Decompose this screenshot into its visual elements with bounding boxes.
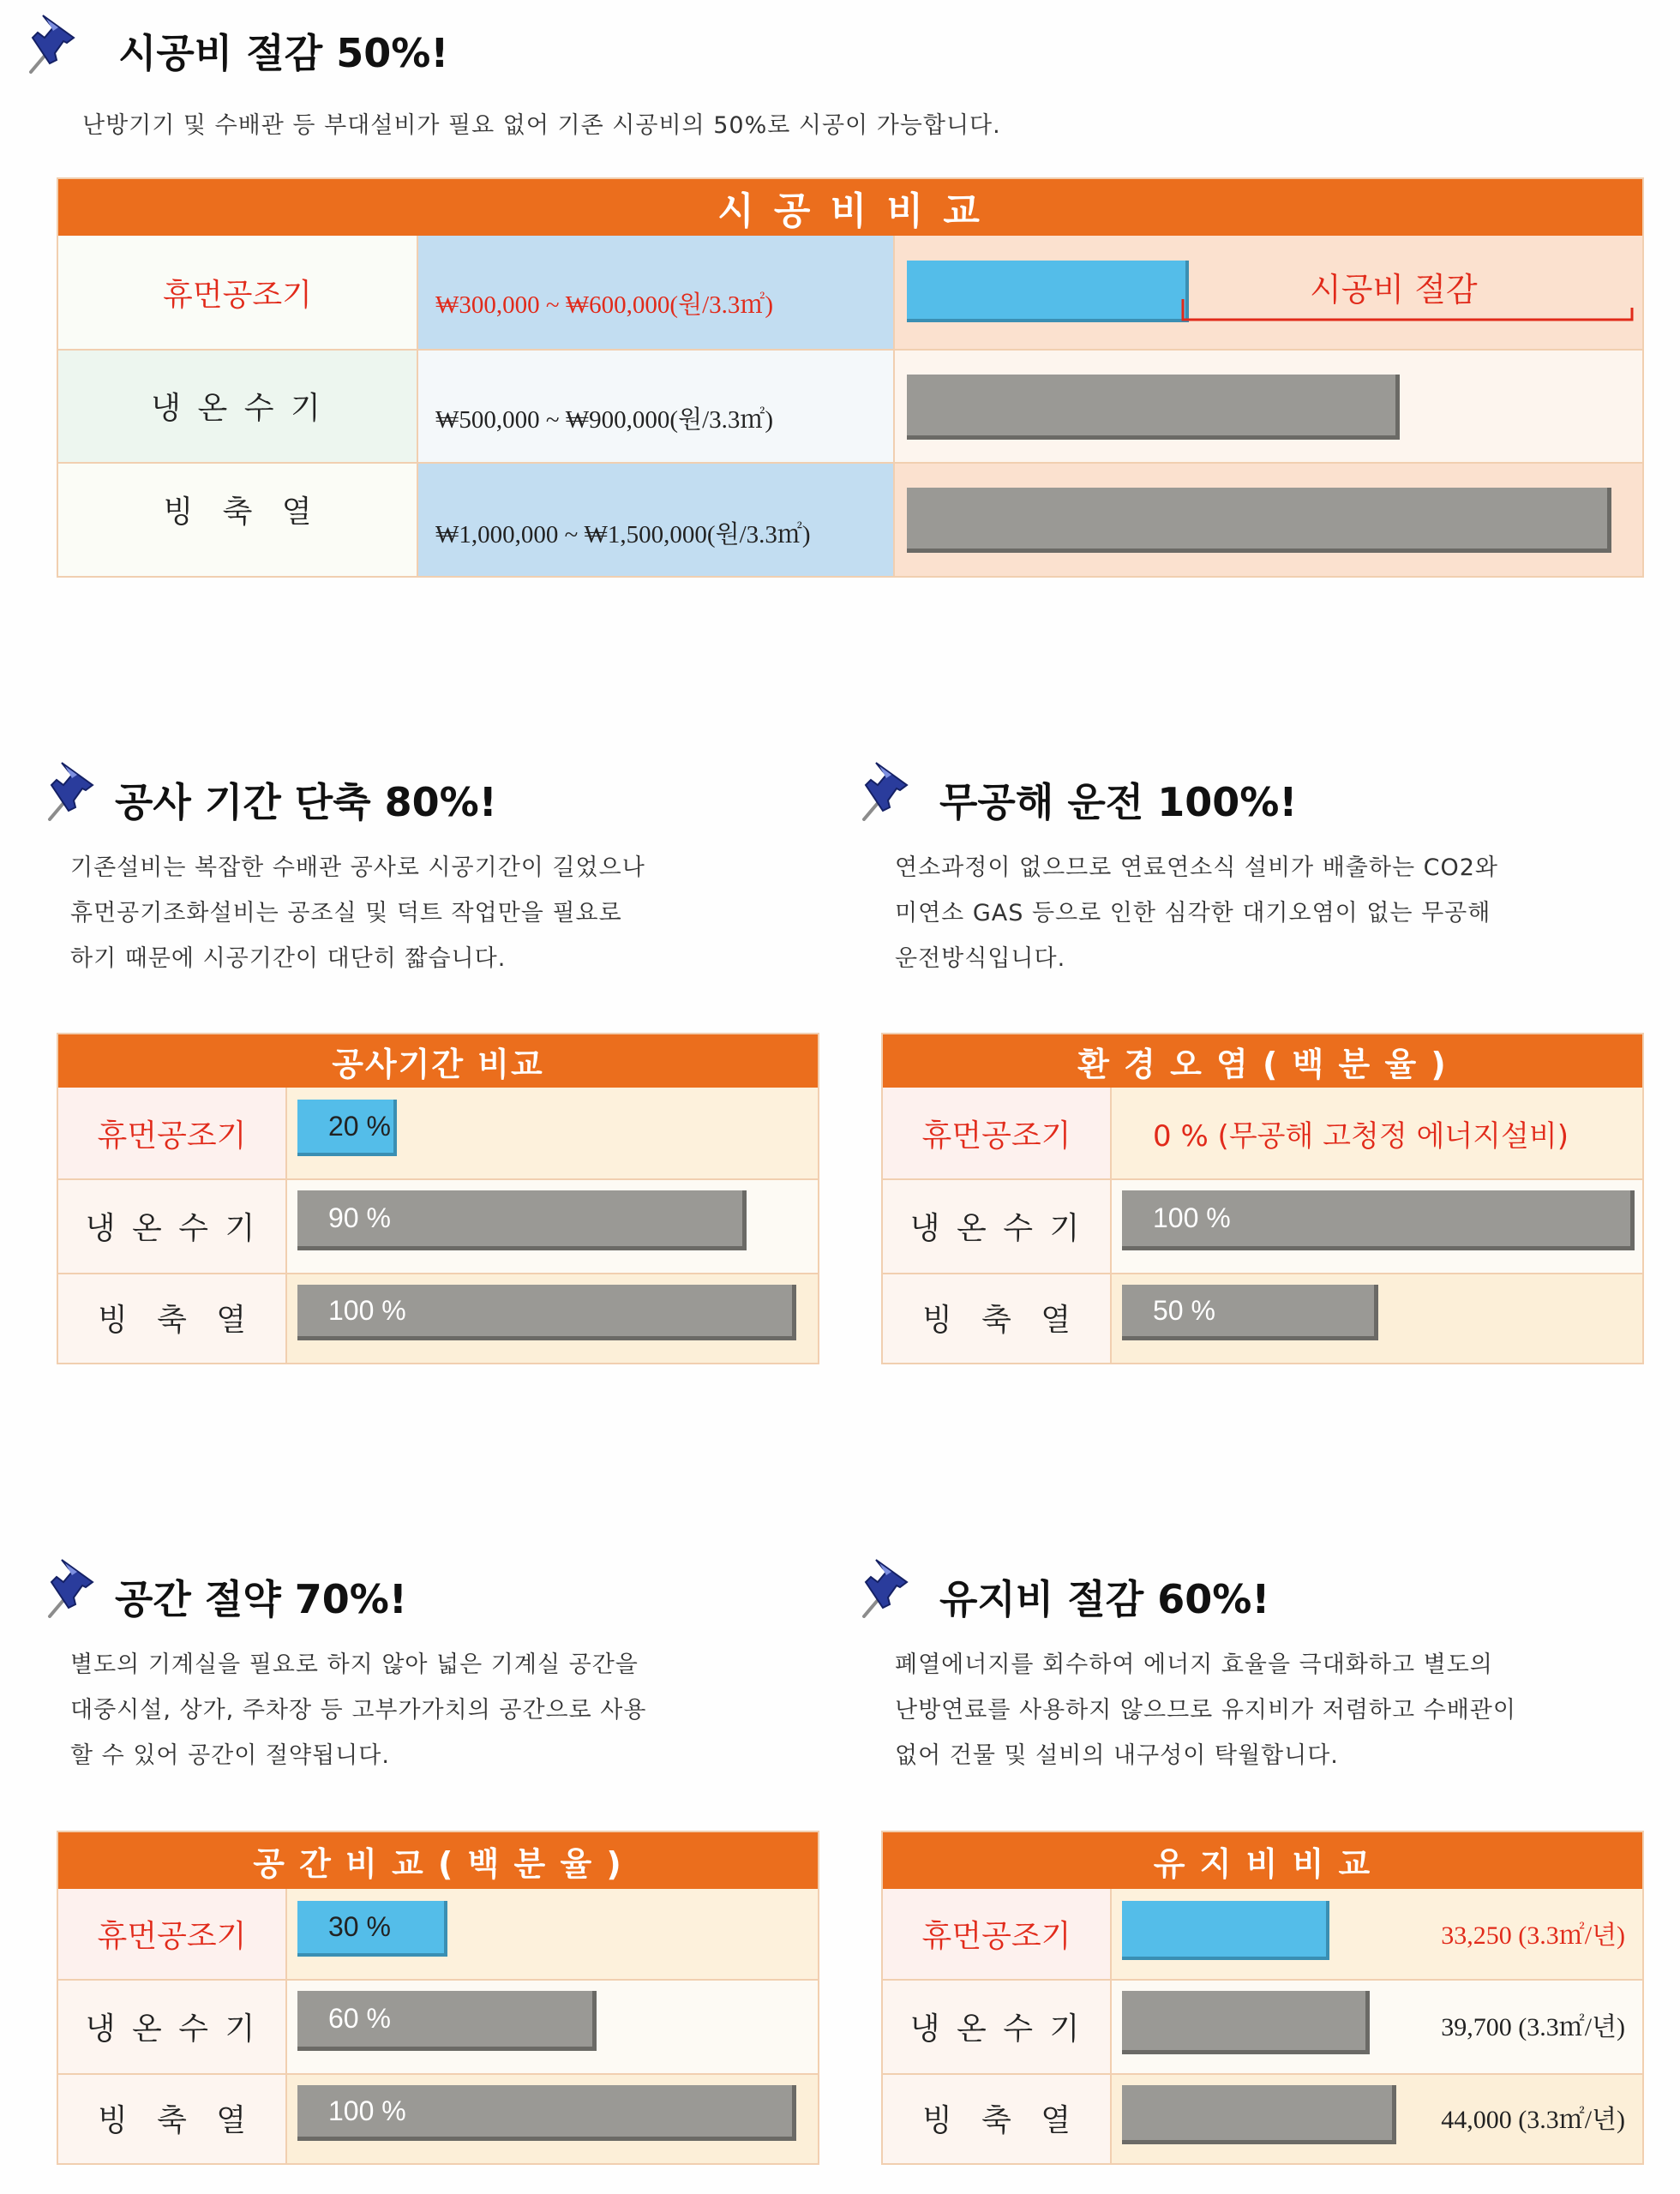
savings-label: 시공비 절감 — [1310, 271, 1478, 309]
row-name-human: 휴먼공조기 — [921, 1919, 1071, 1954]
table-title: 환 경 오 염 ( 백 분 율 ) — [883, 1034, 1642, 1088]
section-desc-pollution: 연소과정이 없으므로 연료연소식 설비가 배출하는 CO2와 미연소 GAS 등으로 인한 심각한 대기오염이 없는 무공해 운전방식입니다. — [895, 854, 1498, 972]
section-desc-cost: 난방기기 및 수배관 등 부대설비가 필요 없어 기존 시공비의 50%로 시공이 가능합니다. — [82, 112, 1001, 139]
bar-value-label: 100 % — [328, 2095, 406, 2126]
row-name-water: 냉 온 수 기 — [85, 1210, 259, 1246]
pushpin-icon — [24, 12, 81, 74]
maint-bar-water — [1122, 1991, 1370, 2054]
row-price-human: ₩300,000 ~ ₩600,000(원/3.3㎡) — [435, 291, 774, 319]
section-title-cost: 시공비 절감 50%! — [118, 30, 449, 76]
table-title: 공사기간 비교 — [58, 1034, 818, 1088]
row-name-ice: 빙 축 열 — [163, 494, 312, 530]
period-bar-water — [297, 1190, 747, 1250]
row-name-ice: 빙 축 열 — [98, 2103, 246, 2138]
table-title: 시 공 비 비 교 — [58, 179, 1642, 236]
space-comparison-table — [57, 1831, 819, 2165]
pollution-comparison-table — [881, 1033, 1644, 1364]
pushpin-icon — [857, 759, 914, 821]
bar-value-label: 100 % — [1153, 1202, 1231, 1233]
maint-bar-ice — [1122, 2085, 1396, 2144]
space-bar-water — [297, 1991, 597, 2051]
row-name-ice: 빙 축 열 — [922, 2103, 1071, 2138]
section-desc-maintenance: 폐열에너지를 회수하여 에너지 효율을 극대화하고 별도의 난방연료를 사용하지 않으므로 유지비가 저렴하고 수배관이 없어 건물 및 설비의 내구성이 탁월합니다. — [895, 1651, 1516, 1769]
space-bar-human — [297, 1901, 447, 1957]
maintenance-comparison-table — [881, 1831, 1644, 2165]
row-name-ice: 빙 축 열 — [922, 1303, 1071, 1338]
period-bar-human — [297, 1100, 397, 1156]
section-title-maintenance: 유지비 절감 60%! — [939, 1576, 1270, 1622]
space-bar-ice — [297, 2085, 796, 2141]
table-title: 공 간 비 교 ( 백 분 율 ) — [58, 1832, 818, 1889]
row-price-water: ₩500,000 ~ ₩900,000(원/3.3㎡) — [435, 406, 774, 434]
section-desc-period: 기존설비는 복잡한 수배관 공사로 시공기간이 길었으나 휴먼공기조화설비는 공조실 및 덕트 작업만을 필요로 하기 때문에 시공기간이 대단히 짧습니다. — [70, 854, 645, 972]
section-desc-space: 별도의 기계실을 필요로 하지 않아 넓은 기계실 공간을 대중시설, 상가, 주차장 등 고부가가치의 공간으로 사용 할 수 있어 공간이 절약됩니다. — [70, 1651, 647, 1769]
pollution-bar-ice — [1122, 1285, 1378, 1340]
row-name-human: 휴먼공조기 — [97, 1919, 247, 1954]
section-title-space: 공간 절약 70%! — [115, 1576, 407, 1622]
row-name-water: 냉 온 수 기 — [909, 1210, 1083, 1246]
pushpin-icon — [857, 1556, 914, 1618]
bar-value-label: 20 % — [328, 1110, 391, 1142]
row-value-ice: 44,000 (3.3㎡/년) — [1441, 2105, 1625, 2134]
pollution-bar-water — [1122, 1190, 1635, 1250]
row-name-water: 냉 온 수 기 — [85, 2011, 259, 2047]
bar-value-label: 100 % — [328, 1294, 406, 1326]
row-price-ice: ₩1,000,000 ~ ₩1,500,000(원/3.3㎡) — [435, 521, 811, 548]
bar-value-label: 30 % — [328, 1911, 391, 1942]
section-title-period: 공사 기간 단축 80%! — [115, 779, 497, 825]
cost-bar-human — [907, 261, 1189, 322]
row-name-ice: 빙 축 열 — [98, 1303, 246, 1338]
row-name-water: 냉 온 수 기 — [151, 390, 324, 426]
row-name-water: 냉 온 수 기 — [909, 2011, 1083, 2047]
row-value-human: 0 % (무공해 고청정 에너지설비) — [1153, 1118, 1569, 1154]
pushpin-icon — [43, 1556, 99, 1618]
savings-bracket-icon — [1181, 299, 1635, 325]
row-name-human: 휴먼공조기 — [163, 277, 312, 313]
cost-bar-ice — [907, 488, 1611, 553]
bar-value-label: 60 % — [328, 2003, 391, 2034]
period-comparison-table — [57, 1033, 819, 1364]
row-value-water: 39,700 (3.3㎡/년) — [1441, 2013, 1625, 2041]
table-title: 유 지 비 비 교 — [883, 1832, 1642, 1889]
bar-value-label: 90 % — [328, 1202, 391, 1233]
row-name-human: 휴먼공조기 — [97, 1118, 247, 1154]
row-name-human: 휴먼공조기 — [921, 1118, 1071, 1154]
section-title-pollution: 무공해 운전 100%! — [939, 779, 1298, 825]
maint-bar-human — [1122, 1901, 1329, 1960]
pushpin-icon — [43, 759, 99, 821]
row-value-human: 33,250 (3.3㎡/년) — [1441, 1921, 1625, 1950]
cost-bar-water — [907, 375, 1400, 440]
period-bar-ice — [297, 1285, 796, 1340]
cost-comparison-table — [57, 177, 1644, 578]
bar-value-label: 50 % — [1153, 1294, 1215, 1326]
